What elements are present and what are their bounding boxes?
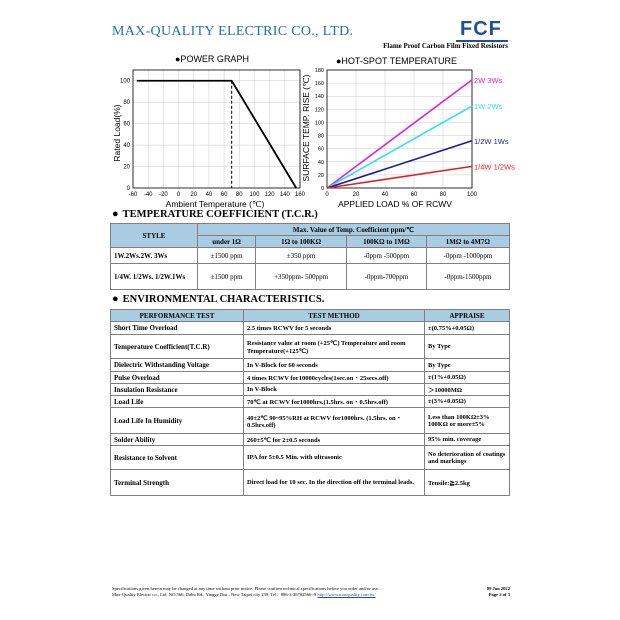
power-graph-y-label: Rated Load(%) xyxy=(112,104,122,162)
tcr-col-header: 100KΩ to 1MΩ xyxy=(346,236,426,248)
series-line xyxy=(327,166,472,188)
env-test-cell: Dielectric Withstanding Voltage xyxy=(111,359,244,372)
x-tick-label: 100 xyxy=(249,192,260,198)
table-row xyxy=(111,446,510,470)
y-tick-label: 40 xyxy=(123,143,130,150)
y-tick-label: 60 xyxy=(317,146,324,153)
table-row xyxy=(111,372,510,384)
x-tick-label: 40 xyxy=(205,192,213,198)
y-tick-label: 180 xyxy=(314,68,324,74)
x-tick-label: 60 xyxy=(220,192,228,198)
env-test-cell: Resistance to Solvent xyxy=(111,446,244,470)
table-row xyxy=(111,396,510,408)
env-method-cell: 260±5℃ for 2±0.5 seconds xyxy=(244,434,425,446)
power-graph-grid xyxy=(133,70,300,188)
x-tick-label: -40 xyxy=(143,192,153,198)
x-tick-label: -60 xyxy=(128,192,138,198)
y-tick-label: 100 xyxy=(314,120,324,127)
tcr-value-cell: ±1500 ppm xyxy=(198,264,256,290)
series-label: 1/4W 1/2Ws xyxy=(474,162,515,172)
x-tick-label: 160 xyxy=(294,192,306,198)
x-tick-label: -20 xyxy=(159,192,168,198)
env-appraise-cell: ±(1%+0.05Ω) xyxy=(425,372,510,384)
table-row xyxy=(111,248,510,264)
x-tick-label: 80 xyxy=(439,192,447,198)
bullet-icon: ● xyxy=(112,293,119,305)
env-method-cell: Resistance value at room (+25℃) Temperature and room Temperature(+125℃) xyxy=(244,335,425,359)
x-tick-label: 120 xyxy=(264,192,275,198)
table-row xyxy=(111,408,510,434)
y-tick-label: 40 xyxy=(317,159,324,166)
env-method-cell: IPA for 5±0.5 Min. with ultrasonic xyxy=(244,446,425,470)
env-test-cell: Solder Ability xyxy=(111,434,244,446)
env-appraise-cell: No deterioration of coatings and markings xyxy=(425,446,510,470)
env-title-text: ENVIRONMENTAL CHARACTERISTICS. xyxy=(122,294,325,305)
footer-website-link[interactable]: http://www.maxquality.com.tw/ xyxy=(317,592,376,597)
tcr-value-cell: ±1500 ppm xyxy=(198,248,256,264)
env-appraise-cell: ±(0.75%+0.05Ω) xyxy=(425,322,510,335)
y-tick-label: 80 xyxy=(317,133,324,140)
tcr-value-cell: -0ppm -500ppm xyxy=(346,248,426,264)
x-tick-label: 0 xyxy=(325,192,329,198)
table-row xyxy=(111,434,510,446)
env-appraise-cell: By Type xyxy=(425,335,510,359)
env-method-cell: Direct load for 10 sec. In the direction off the terminal leads. xyxy=(244,470,425,496)
y-tick-label: 20 xyxy=(123,164,130,171)
x-tick-label: 140 xyxy=(279,192,290,198)
env-appraise-cell: By Type xyxy=(425,359,510,372)
env-method-cell: 4 times RCWV for10000cycles(1sec.on・25secs.off) xyxy=(244,372,425,384)
env-appraise-cell: Less than 100KΩ±3% 100KΩ or more±5% xyxy=(425,408,510,434)
env-appraise-cell: Tensile:≧2.5kg xyxy=(425,470,510,496)
env-method-cell: In V-Block xyxy=(244,384,425,396)
power-graph-frame xyxy=(133,70,300,188)
tcr-style-cell: 1/4W. 1/2Ws. 1/2W.1Ws xyxy=(111,264,198,290)
charts-area xyxy=(0,0,620,215)
env-method-cell: In V-Block for 60 seconds xyxy=(244,359,425,372)
brand-logo: FCF xyxy=(460,18,502,40)
hotspot-graph-x-label: APPLIED LOAD % OF RCWV xyxy=(338,199,452,209)
table-row xyxy=(111,470,510,496)
env-appraise-cell: ±(3%+0.05Ω) xyxy=(425,396,510,408)
tcr-table xyxy=(110,223,510,290)
env-method-cell: 40±2℃ 90~95%RH at RCWV for1000hrs. (1.5hrs. on・0.5hrs.off) xyxy=(244,408,425,434)
tcr-max-header: Max. Value of Temp. Coefficient ppm/℃ xyxy=(198,224,510,236)
tcr-col-header: 1Ω to 100KΩ xyxy=(256,236,347,248)
footer-disclaimer: Specifications given herein may be changed at any time without prior notice. Please confirm technical specifications before you order and/or use. xyxy=(112,586,380,591)
tcr-col-header: 1MΩ to 4M7Ω xyxy=(426,236,509,248)
x-tick-label: 20 xyxy=(352,192,360,198)
y-tick-label: 120 xyxy=(314,107,324,114)
power-derating-curve xyxy=(137,81,296,188)
power-graph-ticks xyxy=(120,79,306,198)
env-test-cell: Load Life xyxy=(111,396,244,408)
table-row xyxy=(111,384,510,396)
tcr-value-cell: +350ppm- 500ppm xyxy=(256,264,347,290)
power-graph-x-label: Ambient Temperature (℃) xyxy=(165,199,265,209)
env-method-cell: 2.5 times RCWV for 5 seconds xyxy=(244,322,425,335)
footer-date: 09 Jan 2022 xyxy=(486,586,510,591)
power-graph-title: ●POWER GRAPH xyxy=(175,54,249,64)
env-test-cell: Temperature Coefficient(T.C.R) xyxy=(111,335,244,359)
env-test-cell: Pulse Overload xyxy=(111,372,244,384)
tcr-value-cell: -0ppm-700ppm xyxy=(346,264,426,290)
hotspot-graph-y-label: SURFACE TEMP. RISE (℃) xyxy=(301,74,311,182)
bullet-icon: ● xyxy=(112,208,119,220)
table-row xyxy=(111,264,510,290)
y-tick-label: 20 xyxy=(317,172,324,179)
env-header-test: PERFORMANCE TEST xyxy=(111,310,244,322)
y-tick-label: 60 xyxy=(123,121,130,128)
env-table xyxy=(110,309,510,496)
series-label: 1/2W 1Ws xyxy=(474,136,509,146)
footer-page-number: Page 2 of 3 xyxy=(488,592,510,597)
table-row xyxy=(111,335,510,359)
y-tick-label: 0 xyxy=(320,186,324,192)
env-test-cell: Load Life In Humidity xyxy=(111,408,244,434)
y-tick-label: 140 xyxy=(314,94,324,101)
env-section-title xyxy=(112,293,324,305)
env-test-cell: Short Time Overload xyxy=(111,322,244,335)
x-tick-label: 40 xyxy=(381,192,389,198)
tcr-style-cell: 1W.2Ws.2W. 3Ws xyxy=(111,248,198,264)
hotspot-graph-title: ●HOT-SPOT TEMPERATURE xyxy=(336,56,457,66)
x-tick-label: 20 xyxy=(190,192,198,198)
series-label: 1W 2Ws xyxy=(474,102,503,112)
tcr-section-title xyxy=(112,208,318,220)
footer-address-text: Max-Quality Electric co., Ltd. NO.566, Dahu Rd., Yingge Dist., New Taipei city 239, Tel：886-2-26782566~9 xyxy=(112,592,317,597)
hotspot-series-group xyxy=(327,76,515,188)
series-label: 2W 3Ws xyxy=(474,75,503,85)
env-appraise-cell: 95% min. coverage xyxy=(425,434,510,446)
x-tick-label: 80 xyxy=(235,192,243,198)
table-row xyxy=(111,359,510,372)
env-method-cell: 70℃ at RCWV for1000hrs.(1.5hrs. on・0.5hrs.off) xyxy=(244,396,425,408)
x-tick-label: 60 xyxy=(410,192,418,198)
y-tick-label: 100 xyxy=(119,78,130,85)
env-test-cell: Insulation Resistance xyxy=(111,384,244,396)
x-tick-label: 0 xyxy=(176,192,181,198)
series-line xyxy=(327,106,472,188)
y-tick-label: 160 xyxy=(314,81,324,88)
company-name: MAX-QUALITY ELECTRIC CO., LTD. xyxy=(112,24,354,39)
env-appraise-cell: ＞10000MΩ xyxy=(425,384,510,396)
y-tick-label: 0 xyxy=(126,186,130,192)
footer-address xyxy=(112,592,376,598)
tcr-value-cell: ±350 ppm xyxy=(256,248,347,264)
product-subtitle: Flame Proof Carbon Film Fixed Resistors xyxy=(383,42,508,50)
x-tick-label: 100 xyxy=(466,192,478,198)
env-header-appraise: APPRAISE xyxy=(425,310,510,322)
tcr-col-header: under 1Ω xyxy=(198,236,256,248)
table-row xyxy=(111,322,510,335)
y-tick-label: 80 xyxy=(123,100,130,107)
env-test-cell: Terminal Strength xyxy=(111,470,244,496)
env-header-method: TEST METHOD xyxy=(244,310,425,322)
tcr-value-cell: -0ppm -1000ppm xyxy=(426,248,509,264)
tcr-value-cell: -0ppm-1500ppm xyxy=(426,264,509,290)
tcr-style-header: STYLE xyxy=(111,224,198,248)
tcr-title-text: TEMPERATURE COEFFICIENT (T.C.R.) xyxy=(122,209,318,220)
